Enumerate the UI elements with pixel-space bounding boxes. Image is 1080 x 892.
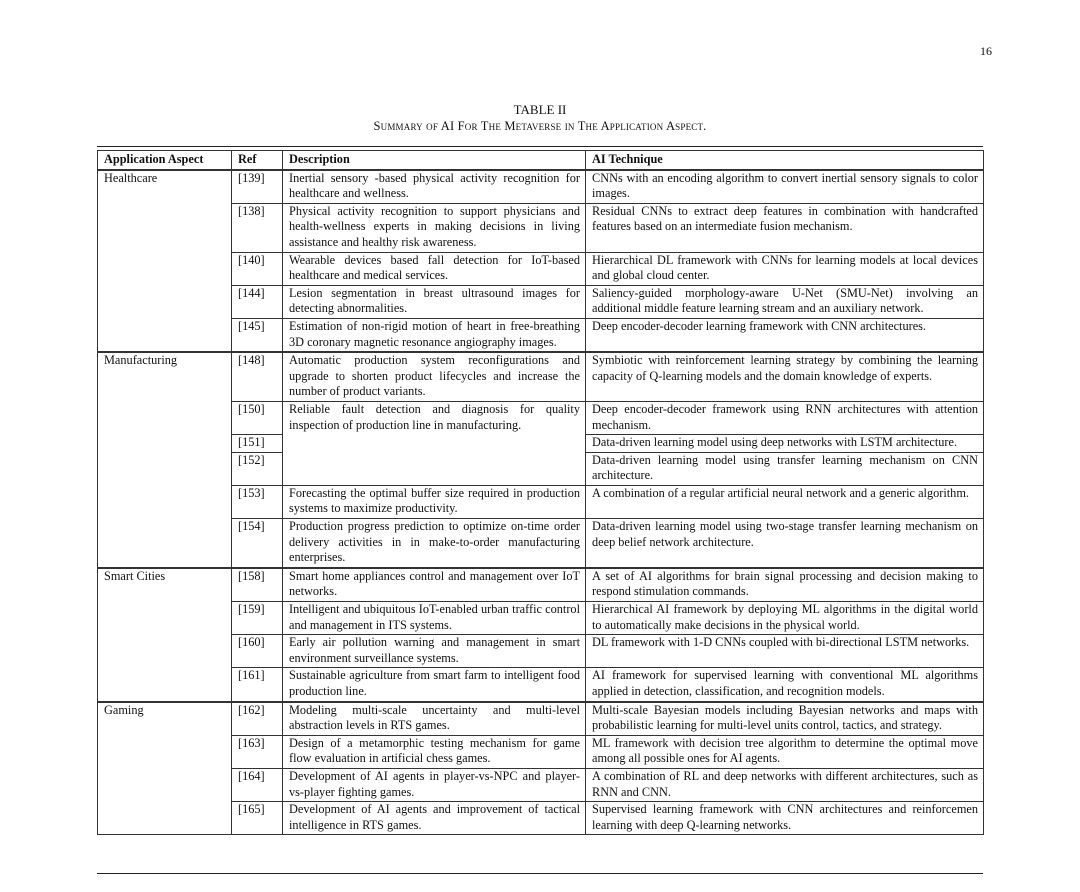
ref-cell: [161]	[232, 668, 283, 702]
ai-technique-cell: Residual CNNs to extract deep features in combination with handcrafted features based on an intermediate fusion mechanism.	[586, 203, 984, 252]
ai-technique-cell: Hierarchical AI framework by deploying ML algorithms in the digital world to automatically make decisions in the physical world.	[586, 602, 984, 635]
application-aspect-cell: Manufacturing	[98, 352, 232, 568]
ai-technique-cell: Data-driven learning model using deep networks with LSTM architecture.	[586, 435, 984, 453]
description-cell: Smart home appliances control and management over IoT networks.	[283, 568, 586, 602]
description-cell: Reliable fault detection and diagnosis for quality inspection of production line in manufacturing.	[283, 401, 586, 485]
ai-technique-cell: A combination of a regular artificial neural network and a generic algorithm.	[586, 485, 984, 518]
description-cell: Sustainable agriculture from smart farm to intelligent food production line.	[283, 668, 586, 702]
description-cell: Inertial sensory -based physical activity recognition for healthcare and wellness.	[283, 170, 586, 204]
ai-technique-cell: Saliency-guided morphology-aware U-Net (SMU-Net) involving an additional middle feature learning stream and an auxiliary network.	[586, 285, 984, 318]
description-cell: Wearable devices based fall detection for IoT-based healthcare and medical services.	[283, 252, 586, 285]
table-header-row	[98, 151, 984, 170]
ref-cell: [144]	[232, 285, 283, 318]
ref-cell: [159]	[232, 602, 283, 635]
ref-cell: [162]	[232, 702, 283, 736]
ai-technique-cell: Supervised learning framework with CNN architectures and reinforcemen learning with deep Q-learning networks.	[586, 802, 984, 835]
ai-technique-cell: A set of AI algorithms for brain signal processing and decision making to respond stimulation commands.	[586, 568, 984, 602]
ai-technique-cell: A combination of RL and deep networks with different architectures, such as RNN and CNN.	[586, 768, 984, 801]
header-ai-technique: AI Technique	[586, 151, 984, 170]
ai-technique-cell: Multi-scale Bayesian models including Bayesian networks and maps with probabilistic learning for multi-level units control, tactics, and strategy.	[586, 702, 984, 736]
table-row	[98, 170, 984, 204]
ai-technique-cell: Data-driven learning model using transfer learning mechanism on CNN architecture.	[586, 452, 984, 485]
application-aspect-cell: Gaming	[98, 702, 232, 835]
table-bottom-rule	[97, 873, 983, 874]
ref-cell: [165]	[232, 802, 283, 835]
description-cell: Intelligent and ubiquitous IoT-enabled urban traffic control and management in ITS systems.	[283, 602, 586, 635]
ai-technique-cell: DL framework with 1-D CNNs coupled with bi-directional LSTM networks.	[586, 635, 984, 668]
description-cell: Forecasting the optimal buffer size required in production systems to maximize productivity.	[283, 485, 586, 518]
page-number: 16	[980, 44, 992, 58]
ref-cell: [138]	[232, 203, 283, 252]
table-row	[98, 568, 984, 602]
description-cell: Early air pollution warning and management in smart environment surveillance systems.	[283, 635, 586, 668]
ref-cell: [164]	[232, 768, 283, 801]
ref-cell: [139]	[232, 170, 283, 204]
table-body	[98, 170, 984, 835]
ai-technique-cell: Data-driven learning model using two-stage transfer learning mechanism on deep belief network architecture.	[586, 519, 984, 568]
header-ref: Ref	[232, 151, 283, 170]
ai-technique-cell: Symbiotic with reinforcement learning strategy by combining the learning capacity of Q-learning models and the domain knowledge of experts.	[586, 352, 984, 401]
ref-cell: [158]	[232, 568, 283, 602]
description-cell: Lesion segmentation in breast ultrasound images for detecting abnormalities.	[283, 285, 586, 318]
description-cell: Modeling multi-scale uncertainty and multi-level abstraction levels in RTS games.	[283, 702, 586, 736]
description-cell: Estimation of non-rigid motion of heart in free-breathing 3D coronary magnetic resonance angiography images.	[283, 318, 586, 352]
application-aspect-cell: Healthcare	[98, 170, 232, 353]
ref-cell: [148]	[232, 352, 283, 401]
description-cell: Physical activity recognition to support physicians and health-wellness experts in making decisions in living assistance and healthy risk awareness.	[283, 203, 586, 252]
ref-cell: [154]	[232, 519, 283, 568]
ai-technique-cell: Deep encoder-decoder framework using RNN architectures with attention mechanism.	[586, 401, 984, 434]
table-top-rule	[97, 146, 983, 147]
ref-cell: [152]	[232, 452, 283, 485]
ref-cell: [151]	[232, 435, 283, 453]
description-cell: Design of a metamorphic testing mechanism for game flow evaluation in artificial chess games.	[283, 735, 586, 768]
header-description: Description	[283, 151, 586, 170]
application-aspect-cell: Smart Cities	[98, 568, 232, 702]
ai-technique-cell: ML framework with decision tree algorithm to determine the optimal move among all possible ones for AI agents.	[586, 735, 984, 768]
ai-technique-cell: Hierarchical DL framework with CNNs for learning models at local devices and global cloud center.	[586, 252, 984, 285]
table-caption: Summary of AI For The Metaverse in The Application Aspect.	[373, 119, 707, 133]
ai-technique-cell: CNNs with an encoding algorithm to convert inertial sensory signals to color images.	[586, 170, 984, 204]
ref-cell: [150]	[232, 401, 283, 434]
summary-table	[97, 150, 984, 835]
ai-technique-cell: Deep encoder-decoder learning framework with CNN architectures.	[586, 318, 984, 352]
description-cell: Development of AI agents in player-vs-NPC and player-vs-player fighting games.	[283, 768, 586, 801]
ref-cell: [160]	[232, 635, 283, 668]
description-cell: Development of AI agents and improvement of tactical intelligence in RTS games.	[283, 802, 586, 835]
description-cell: Production progress prediction to optimize on-time order delivery activities in in make-to-order manufacturing enterprises.	[283, 519, 586, 568]
ref-cell: [145]	[232, 318, 283, 352]
ref-cell: [153]	[232, 485, 283, 518]
ref-cell: [140]	[232, 252, 283, 285]
header-application-aspect: Application Aspect	[98, 151, 232, 170]
description-cell: Automatic production system reconfigurations and upgrade to shorten product lifecycles and increase the number of product variants.	[283, 352, 586, 401]
ai-technique-cell: AI framework for supervised learning with conventional ML algorithms applied in detection, classification, and recognition models.	[586, 668, 984, 702]
table-row	[98, 702, 984, 736]
table-row	[98, 352, 984, 401]
ref-cell: [163]	[232, 735, 283, 768]
table-label: TABLE II	[513, 102, 567, 117]
